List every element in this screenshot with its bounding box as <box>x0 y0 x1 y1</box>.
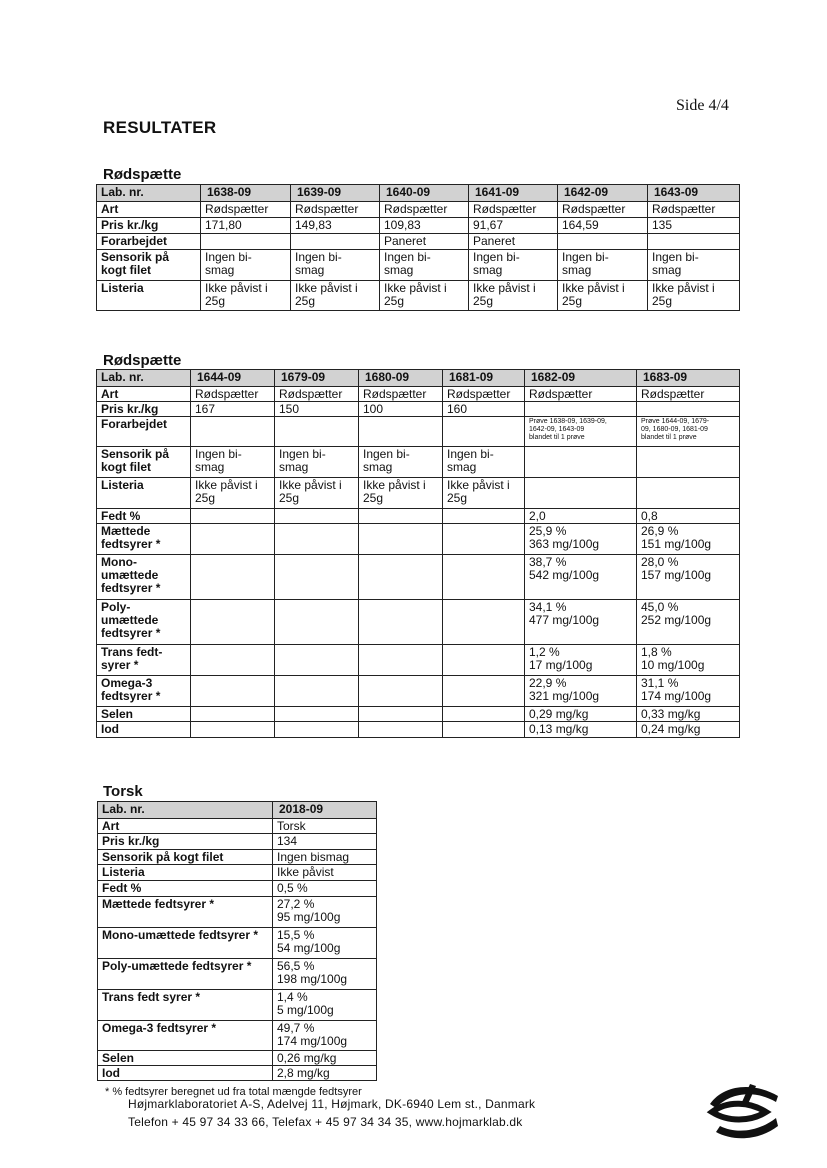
row-label-cell: Listeria <box>98 865 273 881</box>
lab-number-cell: 1683-09 <box>637 370 740 387</box>
value-cell <box>637 402 740 417</box>
row-label-cell: Art <box>97 202 201 218</box>
page-title: RESULTATER <box>103 118 217 137</box>
value-cell: Paneret <box>469 234 558 250</box>
value-cell: 0,13 mg/kg <box>525 722 637 738</box>
value-cell <box>275 600 359 645</box>
table-header-row <box>98 802 377 819</box>
value-cell <box>191 555 275 600</box>
value-cell: 1,8 % 10 mg/100g <box>637 645 740 676</box>
lab-number-cell: 1681-09 <box>443 370 525 387</box>
table-row <box>97 555 740 600</box>
section-title-rodspaette-2: Rødspætte <box>103 352 182 369</box>
value-cell: Ikke påvist i 25g <box>443 478 525 509</box>
value-cell: 167 <box>191 402 275 417</box>
footnote: * % fedtsyrer beregnet ud fra total mængde fedtsyrer <box>105 1086 362 1098</box>
value-cell: 0,5 % <box>273 881 377 897</box>
row-label-cell: Forarbejdet <box>97 417 191 447</box>
row-label-cell: Omega-3 fedtsyrer * <box>98 1021 273 1051</box>
results-table-torsk <box>97 801 377 1081</box>
value-cell <box>275 676 359 707</box>
row-label-cell: Mono-umættede fedtsyrer * <box>98 928 273 959</box>
table-row <box>97 524 740 555</box>
value-cell: 0,26 mg/kg <box>273 1051 377 1066</box>
value-cell: 100 <box>359 402 443 417</box>
lab-number-cell: 1682-09 <box>525 370 637 387</box>
table-row <box>98 928 377 959</box>
value-cell: Rødspætter <box>558 202 648 218</box>
value-cell <box>525 478 637 509</box>
value-cell <box>191 722 275 738</box>
value-cell: 26,9 % 151 mg/100g <box>637 524 740 555</box>
table-header-row <box>97 370 740 387</box>
lab-number-cell: 2018-09 <box>273 802 377 819</box>
value-cell <box>443 417 525 447</box>
value-cell: 0,29 mg/kg <box>525 707 637 722</box>
value-cell: Ikke påvist i 25g <box>380 281 469 311</box>
value-cell <box>558 234 648 250</box>
value-cell: 25,9 % 363 mg/100g <box>525 524 637 555</box>
table-row <box>97 281 740 311</box>
value-cell <box>359 555 443 600</box>
row-label-cell: Forarbejdet <box>97 234 201 250</box>
value-cell: Ingen bi- smag <box>648 250 740 281</box>
value-cell: Paneret <box>380 234 469 250</box>
hojmark-logo-icon <box>706 1082 782 1140</box>
value-cell: Ikke påvist i 25g <box>291 281 380 311</box>
value-cell <box>443 509 525 524</box>
header-label-cell: Lab. nr. <box>98 802 273 819</box>
table-row <box>98 881 377 897</box>
table-row <box>97 234 740 250</box>
value-cell: 2,0 <box>525 509 637 524</box>
value-cell <box>648 234 740 250</box>
row-label-cell: Pris kr./kg <box>97 218 201 234</box>
table-row <box>98 1021 377 1051</box>
section-title-rodspaette-1: Rødspætte <box>103 166 182 183</box>
table-row <box>97 722 740 738</box>
value-cell: 1,2 % 17 mg/100g <box>525 645 637 676</box>
value-cell: Ingen bi- smag <box>191 447 275 478</box>
row-label-cell: Pris kr./kg <box>98 834 273 850</box>
value-cell <box>359 600 443 645</box>
row-label-cell: Sensorik på kogt filet <box>98 850 273 865</box>
value-cell: 135 <box>648 218 740 234</box>
row-label-cell: Omega-3 fedtsyrer * <box>97 676 191 707</box>
value-cell <box>443 555 525 600</box>
lab-number-cell: 1641-09 <box>469 185 558 202</box>
value-cell <box>443 722 525 738</box>
value-cell: Torsk <box>273 819 377 834</box>
value-cell: 15,5 % 54 mg/100g <box>273 928 377 959</box>
value-cell: 0,8 <box>637 509 740 524</box>
company-address: Højmarklaboratoriet A-S, Adelvej 11, Højmark, DK-6940 Lem st., Danmark <box>128 1097 536 1111</box>
row-label-cell: Poly- umættede fedtsyrer * <box>97 600 191 645</box>
table-row <box>97 707 740 722</box>
value-cell <box>443 707 525 722</box>
value-cell <box>191 645 275 676</box>
header-label-cell: Lab. nr. <box>97 370 191 387</box>
value-cell: Ikke påvist i 25g <box>275 478 359 509</box>
value-cell: Ikke påvist i 25g <box>201 281 291 311</box>
value-cell: 38,7 % 542 mg/100g <box>525 555 637 600</box>
value-cell <box>275 722 359 738</box>
value-cell <box>359 417 443 447</box>
table-row <box>97 402 740 417</box>
row-label-cell: Trans fedt- syrer * <box>97 645 191 676</box>
value-cell: Prøve 1638-09, 1639-09, 1642-09, 1643-09 blandet til 1 prøve <box>525 417 637 447</box>
value-cell <box>291 234 380 250</box>
table-row <box>97 478 740 509</box>
value-cell: Ingen bi- smag <box>291 250 380 281</box>
value-cell: Ingen bi- smag <box>380 250 469 281</box>
table-row <box>97 202 740 218</box>
value-cell <box>359 707 443 722</box>
value-cell <box>359 676 443 707</box>
table-row <box>97 218 740 234</box>
table-row <box>97 509 740 524</box>
value-cell: Rødspætter <box>275 387 359 402</box>
value-cell: Rødspætter <box>291 202 380 218</box>
row-label-cell: Listeria <box>97 478 191 509</box>
row-label-cell: Poly-umættede fedtsyrer * <box>98 959 273 990</box>
value-cell: 134 <box>273 834 377 850</box>
value-cell: 45,0 % 252 mg/100g <box>637 600 740 645</box>
value-cell: 34,1 % 477 mg/100g <box>525 600 637 645</box>
lab-number-cell: 1640-09 <box>380 185 469 202</box>
row-label-cell: Mættede fedtsyrer * <box>97 524 191 555</box>
row-label-cell: Sensorik på kogt filet <box>97 250 201 281</box>
value-cell: Prøve 1644-09, 1679- 09, 1680-09, 1681-09 blandet til 1 prøve <box>637 417 740 447</box>
value-cell <box>275 645 359 676</box>
row-label-cell: Mono- umættede fedtsyrer * <box>97 555 191 600</box>
row-label-cell: Pris kr./kg <box>97 402 191 417</box>
table-row <box>98 1051 377 1066</box>
lab-number-cell: 1642-09 <box>558 185 648 202</box>
value-cell <box>359 509 443 524</box>
value-cell <box>275 707 359 722</box>
value-cell: Rødspætter <box>637 387 740 402</box>
table-row <box>97 600 740 645</box>
value-cell: Rødspætter <box>380 202 469 218</box>
value-cell <box>443 645 525 676</box>
lab-number-cell: 1639-09 <box>291 185 380 202</box>
value-cell: 56,5 % 198 mg/100g <box>273 959 377 990</box>
value-cell: 149,83 <box>291 218 380 234</box>
value-cell <box>275 509 359 524</box>
value-cell <box>525 402 637 417</box>
value-cell <box>191 600 275 645</box>
value-cell: Ingen bi- smag <box>359 447 443 478</box>
table-row <box>98 990 377 1021</box>
results-table-2 <box>96 369 740 738</box>
value-cell: Ikke påvist i 25g <box>558 281 648 311</box>
value-cell: 2,8 mg/kg <box>273 1066 377 1081</box>
value-cell <box>191 524 275 555</box>
table-row <box>97 447 740 478</box>
row-label-cell: Art <box>98 819 273 834</box>
section-title-torsk: Torsk <box>103 783 143 800</box>
row-label-cell: Art <box>97 387 191 402</box>
value-cell: Ikke påvist i 25g <box>191 478 275 509</box>
value-cell: Rødspætter <box>191 387 275 402</box>
value-cell <box>359 645 443 676</box>
value-cell <box>275 417 359 447</box>
value-cell: Ingen bi- smag <box>469 250 558 281</box>
value-cell: Rødspætter <box>469 202 558 218</box>
table-row <box>98 959 377 990</box>
value-cell: Ikke påvist i 25g <box>648 281 740 311</box>
value-cell <box>191 707 275 722</box>
lab-number-cell: 1644-09 <box>191 370 275 387</box>
table-row <box>97 417 740 447</box>
value-cell: 31,1 % 174 mg/100g <box>637 676 740 707</box>
table-row <box>97 387 740 402</box>
value-cell <box>275 524 359 555</box>
value-cell: Ingen bi- smag <box>275 447 359 478</box>
value-cell: 91,67 <box>469 218 558 234</box>
value-cell: Ikke påvist i 25g <box>359 478 443 509</box>
value-cell: 171,80 <box>201 218 291 234</box>
value-cell <box>191 417 275 447</box>
table-row <box>98 819 377 834</box>
value-cell: 1,4 % 5 mg/100g <box>273 990 377 1021</box>
value-cell: Ingen bi- smag <box>443 447 525 478</box>
row-label-cell: Selen <box>97 707 191 722</box>
value-cell: 109,83 <box>380 218 469 234</box>
table-row <box>98 1066 377 1081</box>
value-cell <box>637 447 740 478</box>
value-cell <box>275 555 359 600</box>
table-row <box>98 865 377 881</box>
table-header-row <box>97 185 740 202</box>
lab-number-cell: 1643-09 <box>648 185 740 202</box>
row-label-cell: Iod <box>98 1066 273 1081</box>
table-row <box>97 676 740 707</box>
value-cell <box>443 676 525 707</box>
value-cell: 22,9 % 321 mg/100g <box>525 676 637 707</box>
value-cell: Rødspætter <box>648 202 740 218</box>
value-cell: Rødspætter <box>359 387 443 402</box>
company-contact: Telefon + 45 97 34 33 66, Telefax + 45 97 34 34 35, www.hojmarklab.dk <box>128 1115 523 1129</box>
results-table-1 <box>96 184 740 311</box>
lab-number-cell: 1679-09 <box>275 370 359 387</box>
value-cell: Rødspætter <box>201 202 291 218</box>
value-cell <box>201 234 291 250</box>
row-label-cell: Listeria <box>97 281 201 311</box>
value-cell: Ingen bismag <box>273 850 377 865</box>
row-label-cell: Selen <box>98 1051 273 1066</box>
page-number: Side 4/4 <box>676 97 729 114</box>
row-label-cell: Mættede fedtsyrer * <box>98 897 273 928</box>
value-cell: 0,24 mg/kg <box>637 722 740 738</box>
lab-number-cell: 1680-09 <box>359 370 443 387</box>
value-cell: Rødspætter <box>525 387 637 402</box>
value-cell <box>191 676 275 707</box>
value-cell <box>359 722 443 738</box>
value-cell: Rødspætter <box>443 387 525 402</box>
row-label-cell: Fedt % <box>97 509 191 524</box>
table-row <box>98 834 377 850</box>
value-cell: Ikke påvist i 25g <box>469 281 558 311</box>
row-label-cell: Fedt % <box>98 881 273 897</box>
table-row <box>98 897 377 928</box>
value-cell: 160 <box>443 402 525 417</box>
value-cell <box>443 600 525 645</box>
lab-number-cell: 1638-09 <box>201 185 291 202</box>
header-label-cell: Lab. nr. <box>97 185 201 202</box>
value-cell: 0,33 mg/kg <box>637 707 740 722</box>
value-cell: 164,59 <box>558 218 648 234</box>
table-row <box>98 850 377 865</box>
value-cell: 49,7 % 174 mg/100g <box>273 1021 377 1051</box>
value-cell: 27,2 % 95 mg/100g <box>273 897 377 928</box>
value-cell: Ingen bi- smag <box>558 250 648 281</box>
value-cell: 150 <box>275 402 359 417</box>
value-cell: 28,0 % 157 mg/100g <box>637 555 740 600</box>
row-label-cell: Sensorik på kogt filet <box>97 447 191 478</box>
value-cell: Ingen bi- smag <box>201 250 291 281</box>
row-label-cell: Trans fedt syrer * <box>98 990 273 1021</box>
table-row <box>97 250 740 281</box>
value-cell <box>191 509 275 524</box>
table-row <box>97 645 740 676</box>
value-cell <box>525 447 637 478</box>
value-cell <box>637 478 740 509</box>
value-cell: Ikke påvist <box>273 865 377 881</box>
value-cell <box>443 524 525 555</box>
value-cell <box>359 524 443 555</box>
row-label-cell: Iod <box>97 722 191 738</box>
